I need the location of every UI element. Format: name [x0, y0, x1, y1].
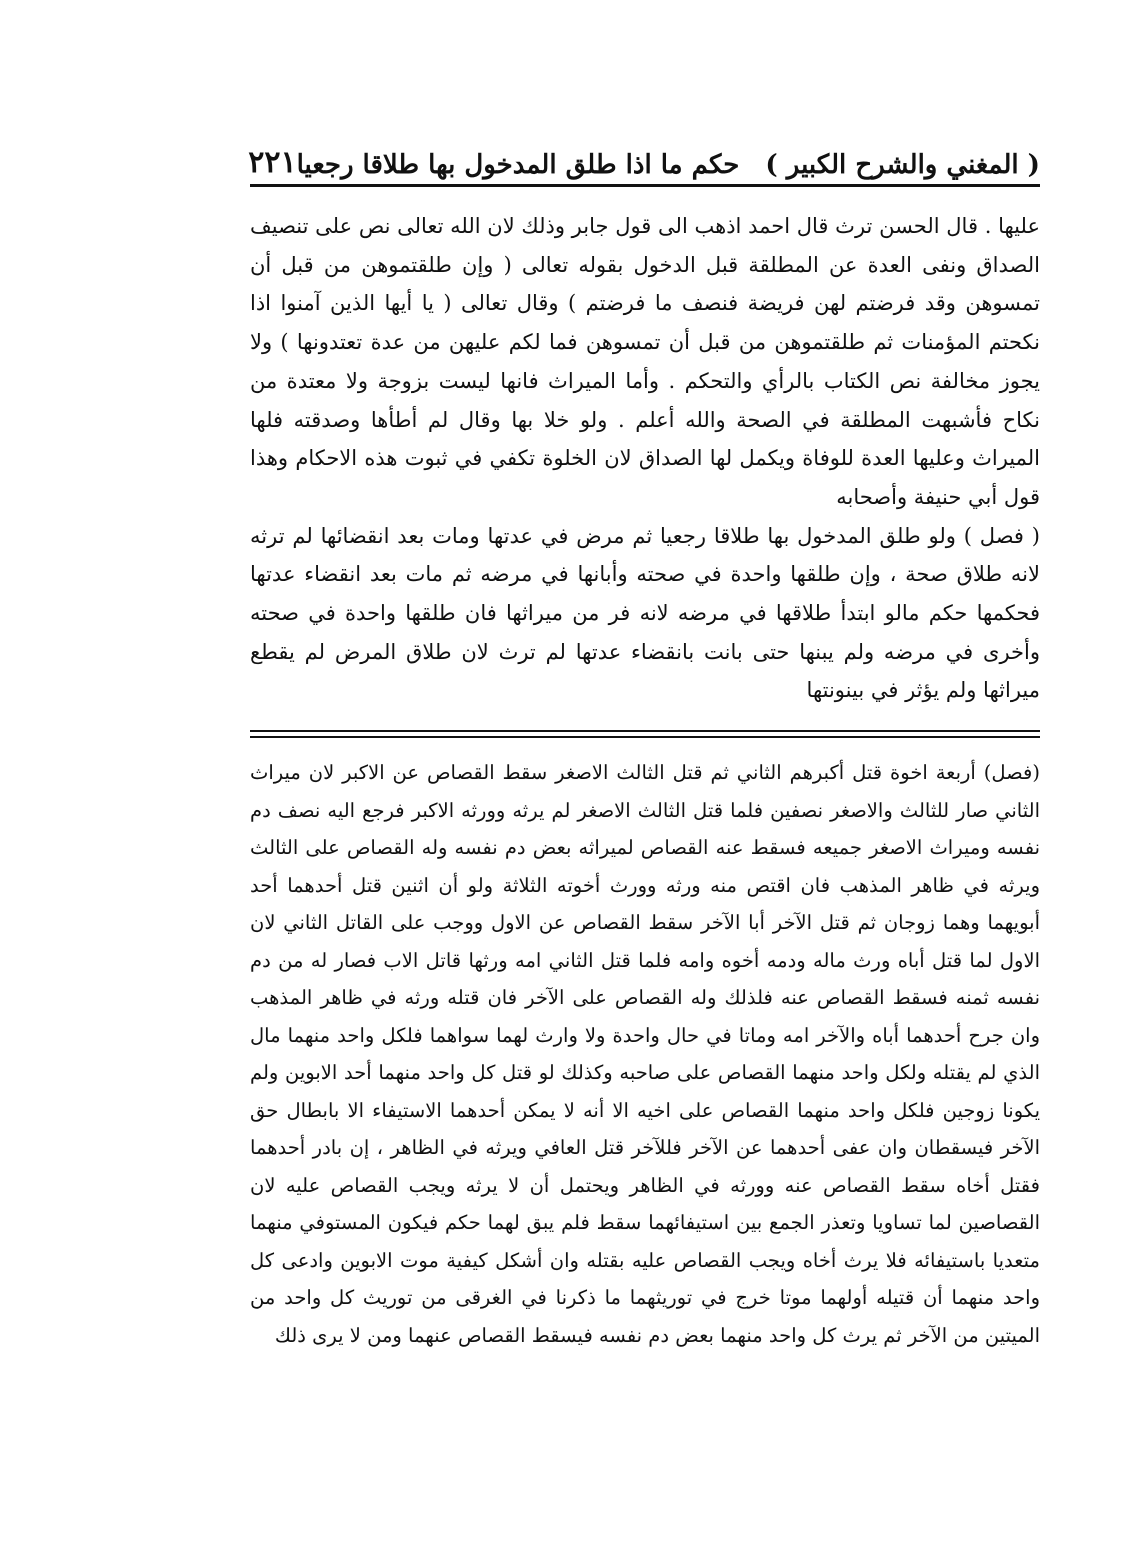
page-number: ٢٢١: [248, 145, 297, 180]
page-header: [250, 130, 1040, 180]
document-page: [250, 130, 1040, 1354]
main-paragraph-2: ( فصل ) ولو طلق المدخول بها طلاقا رجعيا ثم مرض في عدتها ومات بعد انقضائها لم ترثه لانه طلاق صحة ، وإن طلقها واحدة في صحته وأبانها في مرضه ثم مات بعد انقضاء عدتها فحكمها حكم مالو ابتدأ طلاقها في مرضه لانه فر من ميراثها فان طلقها واحدة في صحته وأخرى في مرضه ولم يبنها حتى بانت بانقضاء عدتها لم ترث لان طلاق المرض لم يقطع ميراثها ولم يؤثر في بينونتها: [250, 523, 1040, 703]
book-title: ( المغني والشرح الكبير ): [765, 150, 1040, 180]
header-rule: [250, 184, 1040, 187]
section-divider: [250, 730, 1040, 738]
main-paragraph-1: عليها . قال الحسن ترث قال احمد اذهب الى قول جابر وذلك لان الله تعالى نص على تنصيف الصداق ونفى العدة عن المطلقة قبل الدخول بقوله تعالى ( وإن طلقتموهن من قبل أن تمسوهن وقد فرضتم لهن فريضة فنصف ما فرضتم ) وقال تعالى ( يا أيها الذين آمنوا اذا نكحتم المؤمنات ثم طلقتموهن من قبل أن تمسوهن فما لكم عليهن من عدة تعتدونها ) ولا يجوز مخالفة نص الكتاب بالرأي والتحكم . وأما الميراث فانها ليست بزوجة ولا معتدة من نكاح فأشبهت المطلقة في الصحة والله أعلم . ولو خلا بها وقال لم أطأها وصدقته فلها الميراث وعليها العدة للوفاة ويكمل لها الصداق لان الخلوة تكفي في ثبوت هذه الاحكام وهذا قول أبي حنيفة وأصحابه: [250, 214, 1040, 509]
section-title: حكم ما اذا طلق المدخول بها طلاقا رجعيا: [296, 150, 740, 180]
header-titles: [297, 150, 1040, 180]
main-text-block: [250, 207, 1040, 710]
commentary-text-block: [250, 754, 1040, 1354]
commentary-paragraph-1: (فصل) أربعة اخوة قتل أكبرهم الثاني ثم قتل الثالث الاصغر سقط القصاص عن الاكبر لان ميراث الثاني صار للثالث والاصغر نصفين فلما قتل الثالث الاصغر لم يرثه وورثه الاكبر فرجع اليه نصف دم نفسه وميراث الاصغر جميعه فسقط عنه القصاص لميراثه بعض دم نفسه وله القصاص على الثالث ويرثه في ظاهر المذهب فان اقتص منه ورثه وورث أخوته الثلاثة ولو أن اثنين قتل أحدهما أحد أبويهما وهما زوجان ثم قتل الآخر أبا الآخر سقط القصاص عن الاول ووجب على القاتل الثاني لان الاول لما قتل أباه ورث ماله ودمه أخوه وامه فلما قتل الثاني امه ورثها قاتل الاب فصار له من دم نفسه ثمنه فسقط القصاص عنه فلذلك وله القصاص على الآخر فان قتله ورثه في ظاهر المذهب وان جرح أحدهما أباه والآخر امه وماتا في حال واحدة ولا وارث لهما سواهما فلكل واحد منهما مال الذي لم يقتله ولكل واحد منهما القصاص على صاحبه وكذلك لو قتل كل واحد منهما أحد الابوين ولم يكونا زوجين فلكل واحد منهما القصاص على اخيه الا أنه لا يمكن أحدهما الاستيفاء الا بابطال حق الآخر فيسقطان وان عفى أحدهما عن الآخر فللآخر قتل العافي ويرثه في الظاهر ، إن بادر أحدهما فقتل أخاه سقط القصاص عنه وورثه في الظاهر ويحتمل أن لا يرثه ويجب القصاص عليه لان القصاصين لما تساويا وتعذر الجمع بين استيفائهما سقط فلم يبق لهما حكم فيكون المستوفي منهما متعديا باستيفائه فلا يرث أخاه ويجب القصاص عليه بقتله وان أشكل كيفية موت الابوين وادعى كل واحد منهما أن قتيله أولهما موتا خرج في توريثهما ما ذكرنا في الغرقى من توريث كل واحد من الميتين من الآخر ثم يرث كل واحد منهما بعض دم نفسه فيسقط القصاص عنهما ومن لا يرى ذلك: [250, 761, 1040, 1347]
